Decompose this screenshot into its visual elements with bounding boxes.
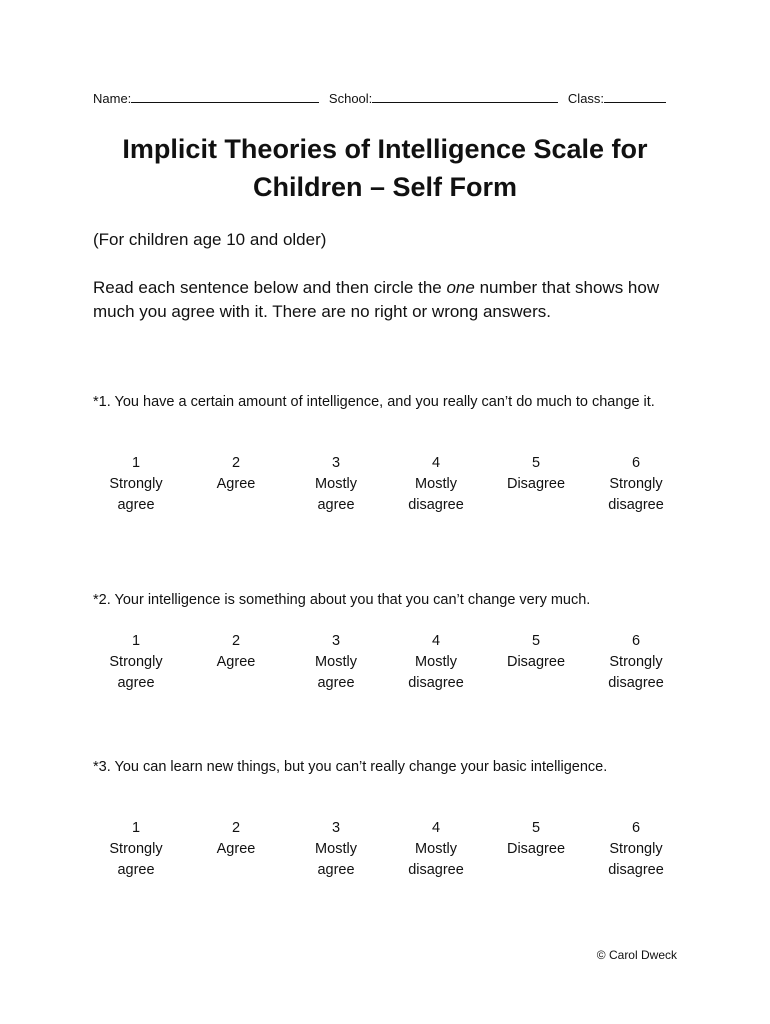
q2-option-2[interactable] <box>186 631 286 694</box>
option-label-2 <box>186 673 286 694</box>
instructions-emphasis: one <box>446 278 475 297</box>
option-label: Mostly <box>415 476 457 492</box>
instructions-before: Read each sentence below and then circle the <box>93 278 447 297</box>
option-label: Disagree <box>506 654 566 670</box>
q2-option-3[interactable] <box>286 631 386 694</box>
page-title <box>60 130 710 206</box>
name-label: Name: <box>93 91 132 106</box>
question-1-scale <box>86 453 686 516</box>
q2-option-6[interactable] <box>586 631 686 694</box>
option-number: 1 <box>131 633 141 649</box>
option-number: 2 <box>231 455 241 471</box>
option-number: 3 <box>331 820 341 836</box>
option-number: 4 <box>431 455 441 471</box>
option-label-2: agree <box>117 497 155 513</box>
option-label-2: disagree <box>408 497 464 513</box>
option-label: Mostly <box>315 476 357 492</box>
option-label: Strongly <box>609 476 663 492</box>
title-line-2: Children – Self Form <box>252 172 518 202</box>
q1-option-1[interactable] <box>86 453 186 516</box>
option-label: Mostly <box>415 654 457 670</box>
option-number: 6 <box>631 633 641 649</box>
q2-option-5[interactable] <box>486 631 586 694</box>
option-number: 2 <box>231 820 241 836</box>
option-label: Agree <box>216 476 256 492</box>
option-number: 3 <box>331 633 341 649</box>
q1-option-3[interactable] <box>286 453 386 516</box>
q3-option-3[interactable] <box>286 818 386 881</box>
option-number: 1 <box>131 455 141 471</box>
option-label: Disagree <box>506 841 566 857</box>
q1-option-2[interactable] <box>186 453 286 516</box>
option-label-2: disagree <box>408 862 464 878</box>
option-number: 6 <box>631 820 641 836</box>
option-label-2: agree <box>317 497 355 513</box>
option-label-2 <box>486 860 586 881</box>
option-label-2 <box>186 860 286 881</box>
option-label: Strongly <box>109 654 163 670</box>
option-number: 3 <box>331 455 341 471</box>
option-label-2 <box>486 495 586 516</box>
question-3-text: *3. You can learn new things, but you can’t really change your basic intelligence. <box>93 759 608 775</box>
option-label: Disagree <box>506 476 566 492</box>
name-field[interactable] <box>131 89 319 103</box>
option-label-2: disagree <box>608 675 664 691</box>
school-field[interactable] <box>372 89 558 103</box>
option-number: 4 <box>431 633 441 649</box>
age-note: (For children age 10 and older) <box>93 230 327 249</box>
q1-option-5[interactable] <box>486 453 586 516</box>
option-number: 5 <box>531 455 541 471</box>
q3-option-4[interactable] <box>386 818 486 881</box>
q2-option-1[interactable] <box>86 631 186 694</box>
q1-option-4[interactable] <box>386 453 486 516</box>
question-2-scale <box>86 631 686 694</box>
q3-option-2[interactable] <box>186 818 286 881</box>
option-label-2 <box>186 495 286 516</box>
q3-option-1[interactable] <box>86 818 186 881</box>
question-1-text: *1. You have a certain amount of intelligence, and you really can’t do much to change it. <box>93 394 655 410</box>
option-label-2 <box>486 673 586 694</box>
header-fields <box>93 89 672 106</box>
option-number: 5 <box>531 820 541 836</box>
option-label: Strongly <box>109 476 163 492</box>
instructions-after: number that shows how much you agree with it. There are no right or wrong answers. <box>93 278 660 321</box>
class-field[interactable] <box>604 89 666 103</box>
q1-option-6[interactable] <box>586 453 686 516</box>
option-label: Mostly <box>315 841 357 857</box>
option-label: Agree <box>216 841 256 857</box>
question-3-scale <box>86 818 686 881</box>
q3-option-5[interactable] <box>486 818 586 881</box>
option-number: 5 <box>531 633 541 649</box>
option-label-2: agree <box>117 862 155 878</box>
option-label: Strongly <box>609 654 663 670</box>
option-label: Strongly <box>109 841 163 857</box>
q3-option-6[interactable] <box>586 818 686 881</box>
option-number: 4 <box>431 820 441 836</box>
option-label-2: agree <box>117 675 155 691</box>
q2-option-4[interactable] <box>386 631 486 694</box>
option-label-2: agree <box>317 862 355 878</box>
class-label: Class: <box>567 91 605 106</box>
instructions <box>93 276 663 324</box>
option-label-2: disagree <box>608 497 664 513</box>
option-label-2: disagree <box>608 862 664 878</box>
option-label: Mostly <box>315 654 357 670</box>
school-label: School: <box>328 91 373 106</box>
copyright: © Carol Dweck <box>596 948 677 962</box>
option-label: Mostly <box>415 841 457 857</box>
option-label: Agree <box>216 654 256 670</box>
option-label-2: agree <box>317 675 355 691</box>
question-2-text: *2. Your intelligence is something about you that you can’t change very much. <box>93 592 591 608</box>
option-label: Strongly <box>609 841 663 857</box>
title-line-1: Implicit Theories of Intelligence Scale for <box>122 134 648 164</box>
option-number: 2 <box>231 633 241 649</box>
option-label-2: disagree <box>408 675 464 691</box>
option-number: 6 <box>631 455 641 471</box>
option-number: 1 <box>131 820 141 836</box>
